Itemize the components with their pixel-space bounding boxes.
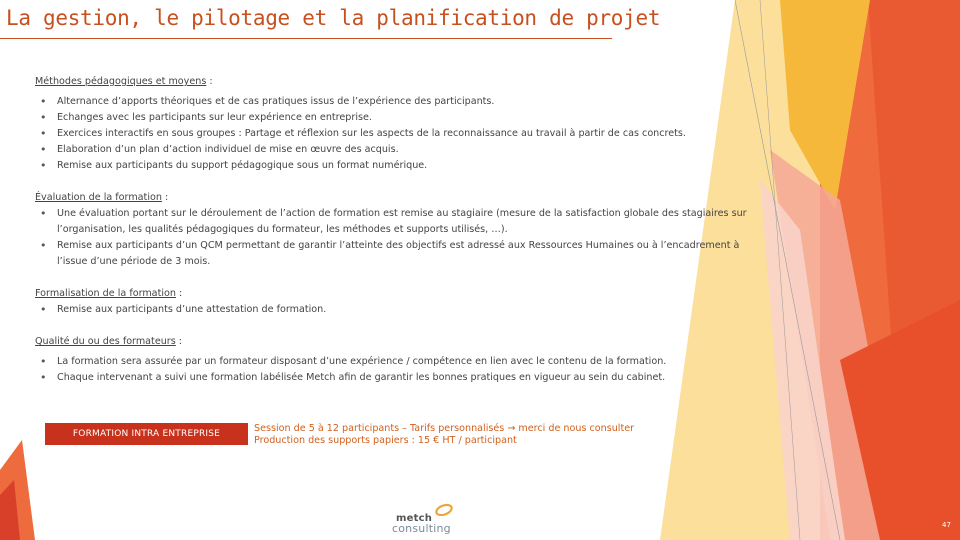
session-info-line: Session de 5 à 12 participants – Tarifs personnalisés → merci de nous consulter [254,423,635,434]
heading-colon: : [175,288,183,299]
list-item: • Chaque intervenant a suivi une formation labélisée Metch afin de garantir les bonnes pratiques en vigueur au sein du cabinet. [35,370,770,386]
bullet-list [35,94,770,174]
bullet-list [35,302,770,318]
logo-text-bottom: consulting [392,522,451,535]
session-info-line: Production des supports papiers : 15 € HT / participant [254,435,517,446]
list-item: • La formation sera assurée par un formateur disposant d’une expérience / compétence en lien avec le contenu de la formation. [35,354,770,370]
page-number: 47 [942,521,951,529]
metch-consulting-logo [392,500,462,538]
content-body [35,74,770,402]
section-methodes [35,74,770,174]
section-heading [35,190,770,206]
section-formalisation [35,286,770,318]
section-qualite [35,334,770,386]
list-item: • Elaboration d’un plan d’action individuel de mise en œuvre des acquis. [35,142,770,158]
section-evaluation [35,190,770,270]
bullet-list [35,206,770,270]
section-heading [35,334,770,350]
heading-colon: : [175,336,183,347]
heading-colon: : [206,76,213,87]
bullet-list [35,354,770,386]
list-item: • Remise aux participants du support pédagogique sous un format numérique. [35,158,770,174]
section-heading-text: Évaluation de la formation [35,192,162,203]
heading-colon: : [161,192,169,203]
section-heading-text: Méthodes pédagogiques et moyens [35,76,207,87]
list-item: • Exercices interactifs en sous groupes : Partage et réflexion sur les aspects de la reconnaissance au travail à partir de cas concrets. [35,126,770,142]
logo-swoosh-icon [432,502,454,516]
formation-intra-badge: FORMATION INTRA ENTREPRISE [45,423,248,445]
session-info [254,423,634,447]
logo-text-top: metch [396,513,433,524]
list-item: • Remise aux participants d’un QCM permettant de garantir l’atteinte des objectifs est adressé aux Ressources Humaines ou à l’encadrement à l’issue d’une période de 3 mois. [35,238,770,270]
list-item: • Echanges avec les participants sur leur expérience en entreprise. [35,110,770,126]
section-heading [35,286,770,302]
list-item: • Alternance d’apports théoriques et de cas pratiques issus de l’expérience des participants. [35,94,770,110]
section-heading-text: Formalisation de la formation [35,288,176,299]
section-heading-text: Qualité du ou des formateurs [35,336,176,347]
list-item: • Une évaluation portant sur le déroulement de l’action de formation est remise au stagiaire (mesure de la satisfaction globale des stagiaires sur l’organisation, les qualités pédagogiques du formateur, les méthodes et supports utilisés, …). [35,206,770,238]
section-heading [35,74,770,90]
title-underline [0,38,612,39]
page-title: La gestion, le pilotage et la planification de projet [6,6,661,30]
list-item: • Remise aux participants d’une attestation de formation. [35,302,770,318]
